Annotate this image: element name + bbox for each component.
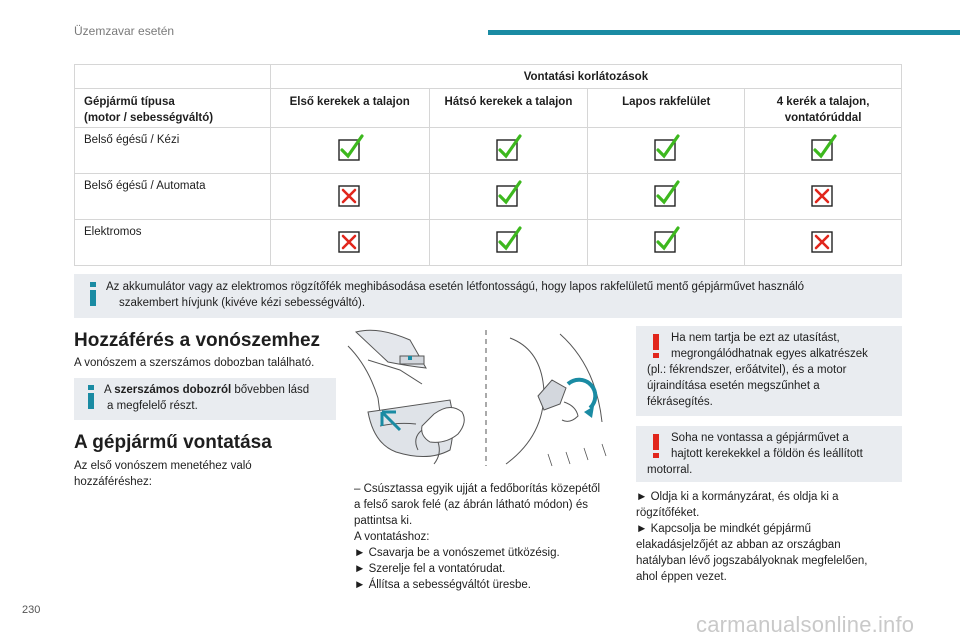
warning-line: Soha ne vontassa a gépjárművet a — [671, 432, 849, 444]
final-step-line: hatályban lévő jogszabályoknak megfelelően, — [636, 555, 868, 567]
table-row — [75, 220, 902, 266]
cross-icon — [338, 185, 362, 209]
tip-pre: A — [104, 384, 115, 396]
column-header — [429, 89, 588, 128]
cover-removal-steps — [354, 481, 616, 593]
row-label: Belső égésű / Automata — [75, 174, 271, 220]
column-header-line1: Lapos rakfelület — [622, 96, 711, 108]
check-icon — [338, 139, 362, 163]
tip-line2: a megfelelő részt. — [107, 400, 198, 412]
info-icon — [90, 282, 96, 306]
row-label: Belső égésű / Kézi — [75, 128, 271, 174]
warning-line: hajtott kerekekkel a földön és leállított — [671, 448, 863, 460]
cross-icon — [811, 231, 835, 255]
step-line: ► Csavarja be a vonószemet ütközésig. — [354, 547, 560, 559]
table-corner-cell — [75, 65, 271, 89]
towing-intro-line1: Az első vonószem menetéhez való — [74, 460, 252, 472]
check-icon — [811, 139, 835, 163]
warning-line: megrongálódhatnak egyes alkatrészek — [671, 348, 868, 360]
check-icon — [654, 139, 678, 163]
warning-line: motorral. — [647, 464, 693, 476]
watermark: carmanualsonline.info — [696, 612, 915, 637]
info-note-line2: szakembert hívjunk (kivéve kézi sebességváltó). — [119, 297, 366, 309]
check-icon — [654, 231, 678, 255]
check-icon — [654, 185, 678, 209]
final-step-line: elakadásjelzőjét az abban az országban — [636, 539, 841, 551]
info-note — [74, 274, 902, 318]
column-header-line1: Első kerekek a talajon — [289, 96, 410, 108]
step-line: pattintsa ki. — [354, 515, 413, 527]
tip-bold-ref[interactable]: szerszámos dobozról — [114, 384, 232, 396]
towing-eye-heading: Hozzáférés a vonószemhez — [74, 330, 321, 351]
check-icon — [496, 139, 520, 163]
check-icon — [496, 231, 520, 255]
column-header — [270, 89, 429, 128]
step-line: a felső sarok felé (az ábrán látható módon) és — [354, 499, 588, 511]
table-group-header: Vontatási korlátozások — [270, 65, 901, 89]
final-step-line: ► Kapcsolja be mindkét gépjármű — [636, 523, 812, 535]
cross-icon — [811, 185, 835, 209]
column-header-line2: vontatórúddal — [784, 112, 862, 124]
vehicle-type-header-line1: Gépjármű típusa — [84, 96, 175, 108]
cross-icon — [338, 231, 362, 255]
column-header-line1: Hátsó kerekek a talajon — [444, 96, 573, 108]
warning-note — [636, 326, 902, 416]
towing-heading: A gépjármű vontatása — [74, 432, 272, 453]
final-step-line: rögzítőféket. — [636, 507, 700, 519]
section-title: Üzemzavar esetén — [74, 24, 175, 38]
step-line: ► Szerelje fel a vontatórudat. — [354, 563, 506, 575]
warning-line: újraindítása esetén megszűnhet a — [647, 380, 820, 392]
towing-restrictions-table — [74, 64, 902, 266]
warning-line: fékrásegítés. — [647, 396, 713, 408]
toolbox-tip — [74, 378, 336, 420]
table-row — [75, 174, 902, 220]
column-header — [588, 89, 745, 128]
towing-eye-text: A vonószem a szerszámos dobozban található. — [74, 357, 315, 369]
final-steps — [636, 489, 902, 585]
header-accent-bar — [488, 30, 960, 35]
check-icon — [496, 185, 520, 209]
tip-post: bővebben lásd — [231, 384, 310, 396]
row-label: Elektromos — [75, 220, 271, 266]
warning-line: (pl.: fékrendszer, erőátvitel), és a motor — [647, 364, 847, 376]
warning-line: Ha nem tartja be ezt az utasítást, — [671, 332, 840, 344]
final-step-line: ahol éppen vezet. — [636, 571, 727, 583]
step-line: – Csúsztassa egyik ujját a fedőborítás közepétől — [354, 483, 601, 495]
info-note-line1: Az akkumulátor vagy az elektromos rögzítőfék meghibásodása esetén létfontosságú, hogy lapos rakfelületű mentő gépjárművet használó — [106, 281, 805, 293]
step-line: A vontatáshoz: — [354, 531, 430, 543]
page-number: 230 — [22, 604, 41, 616]
step-line: ► Állítsa a sebességváltót üresbe. — [354, 579, 531, 591]
info-icon — [88, 385, 94, 409]
final-step-line: ► Oldja ki a kormányzárat, és oldja ki a — [636, 491, 839, 503]
vehicle-type-header — [75, 89, 271, 128]
towing-eye-cover-illustration — [338, 326, 614, 472]
table-row — [75, 128, 902, 174]
column-header — [745, 89, 902, 128]
towing-intro-line2: hozzáféréshez: — [74, 476, 152, 488]
column-header-line1: 4 kerék a talajon, — [776, 96, 870, 108]
warning-note — [636, 426, 902, 482]
vehicle-type-header-line2: (motor / sebességváltó) — [84, 112, 214, 124]
